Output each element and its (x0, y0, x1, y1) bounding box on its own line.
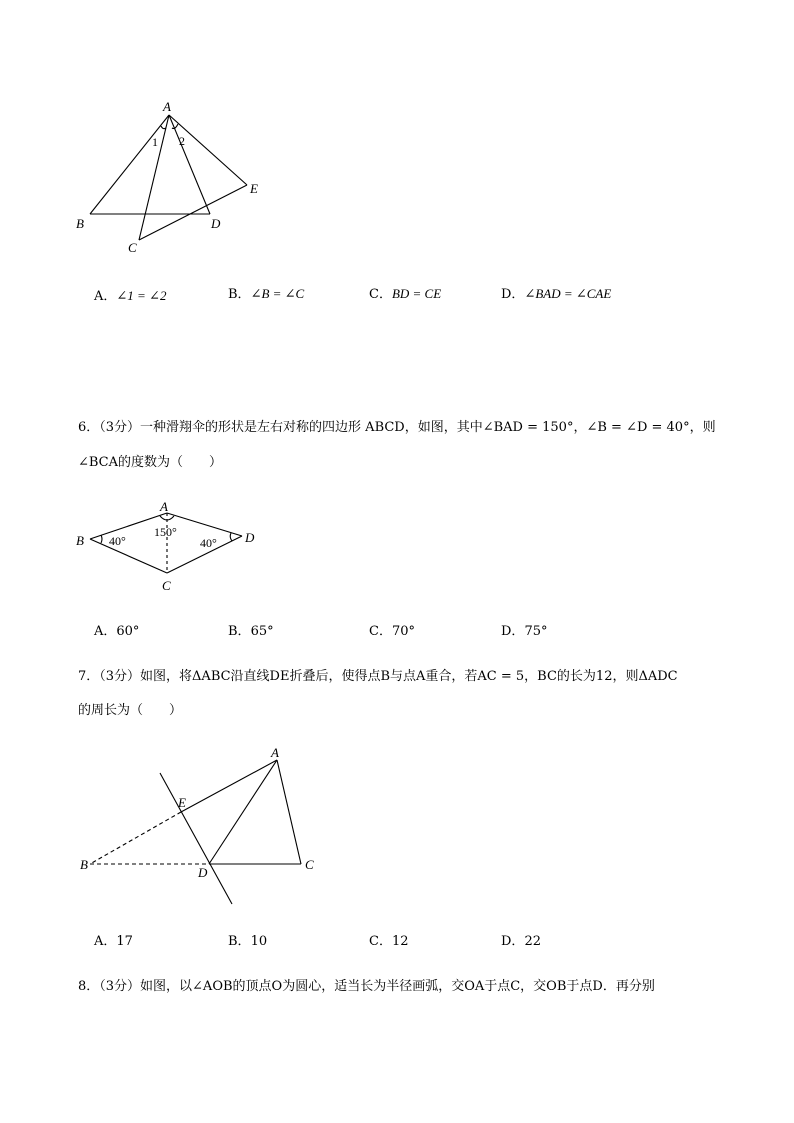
segment-ae (181, 760, 277, 812)
option-letter: A． (94, 934, 117, 949)
point-label-e: E (178, 795, 186, 810)
q7-option-c[interactable] (369, 930, 409, 949)
segment-ad (169, 115, 210, 214)
q7-option-a[interactable] (94, 930, 133, 949)
point-label-d: D (198, 865, 208, 880)
q7-option-b[interactable] (228, 930, 267, 949)
segment-ad (209, 760, 277, 864)
point-label-d: D (211, 216, 221, 231)
point-label-a: A (160, 499, 168, 514)
q7-stem-line2: 的周长为（ ） (78, 703, 183, 718)
segment-bc (90, 539, 167, 573)
point-label-c: C (162, 578, 171, 593)
point-label-e: E (250, 181, 258, 196)
angle-label-a: 150° (154, 525, 177, 539)
point-label-c: C (305, 857, 314, 872)
figure-q6 (70, 497, 270, 597)
point-label-a: A (271, 745, 279, 760)
angle-label-2: 2 (179, 134, 185, 148)
segment-be-dashed (90, 812, 181, 864)
angle-label-1: 1 (152, 135, 158, 149)
q5-option-a[interactable] (94, 285, 166, 304)
option-letter: B． (228, 934, 251, 949)
q6-option-c[interactable] (369, 620, 415, 639)
option-text: 60° (116, 624, 140, 639)
segment-ce (139, 185, 247, 240)
segment-ae (169, 115, 247, 185)
option-letter: A． (94, 624, 117, 639)
option-text: BD = CE (391, 286, 442, 301)
point-label-c: C (128, 240, 137, 255)
option-letter: B． (228, 287, 251, 302)
option-letter: C． (369, 287, 392, 302)
figure-q5 (70, 95, 280, 260)
option-text: 12 (391, 934, 409, 949)
q6-option-a[interactable] (94, 620, 139, 639)
angle-arc-d (230, 533, 232, 541)
point-label-a: A (163, 99, 171, 114)
option-letter: C． (369, 934, 392, 949)
angle-label-b: 40° (109, 534, 126, 548)
option-text: 22 (524, 934, 541, 949)
q5-option-d[interactable] (501, 283, 611, 302)
fold-line-de (160, 773, 232, 904)
point-label-b: B (80, 857, 88, 872)
figure-q7 (70, 740, 330, 910)
q6-stem-line2: ∠BCA的度数为（ ） (78, 455, 223, 470)
option-text: ∠1 = ∠2 (116, 288, 167, 303)
q8-stem-line1: 8．（3分）如图，以∠AOB的顶点O为圆心，适当长为半径画弧，交OA于点C，交OB于点D．再分别 (78, 979, 655, 994)
option-letter: C． (369, 624, 392, 639)
option-letter: D． (501, 934, 525, 949)
q5-option-b[interactable] (228, 283, 304, 302)
option-text: ∠B = ∠C (250, 286, 305, 301)
option-letter: D． (501, 624, 525, 639)
angle-label-d: 40° (200, 536, 217, 550)
option-text: 65° (250, 624, 274, 639)
segment-ad (167, 513, 242, 536)
segment-ac (277, 760, 301, 864)
q6-stem-line1: 6．（3分）一种滑翔伞的形状是左右对称的四边形 ABCD，如图，其中∠BAD = 150°，∠B = ∠D = 40°，则 (78, 420, 716, 435)
option-letter: B． (228, 624, 251, 639)
point-label-b: B (76, 533, 84, 548)
angle-arc-1 (161, 126, 166, 129)
angle-arc-b (101, 535, 102, 543)
point-label-d: D (245, 530, 255, 545)
q6-option-b[interactable] (228, 620, 274, 639)
option-text: 10 (250, 934, 268, 949)
point-label-b: B (76, 216, 84, 231)
option-letter: D． (501, 287, 525, 302)
option-text: 17 (116, 934, 133, 949)
option-text: 70° (391, 624, 415, 639)
option-letter: A． (94, 289, 117, 304)
option-text: 75° (524, 624, 548, 639)
option-text: ∠BAD = ∠CAE (524, 286, 612, 301)
q5-option-c[interactable] (369, 283, 441, 302)
q7-option-d[interactable] (501, 930, 541, 949)
q7-stem-line1: 7．（3分）如图，将ΔABC沿直线DE折叠后，使得点B与点A重合，若AC = 5，BC的长为12，则ΔADC (78, 669, 678, 684)
q6-option-d[interactable] (501, 620, 547, 639)
